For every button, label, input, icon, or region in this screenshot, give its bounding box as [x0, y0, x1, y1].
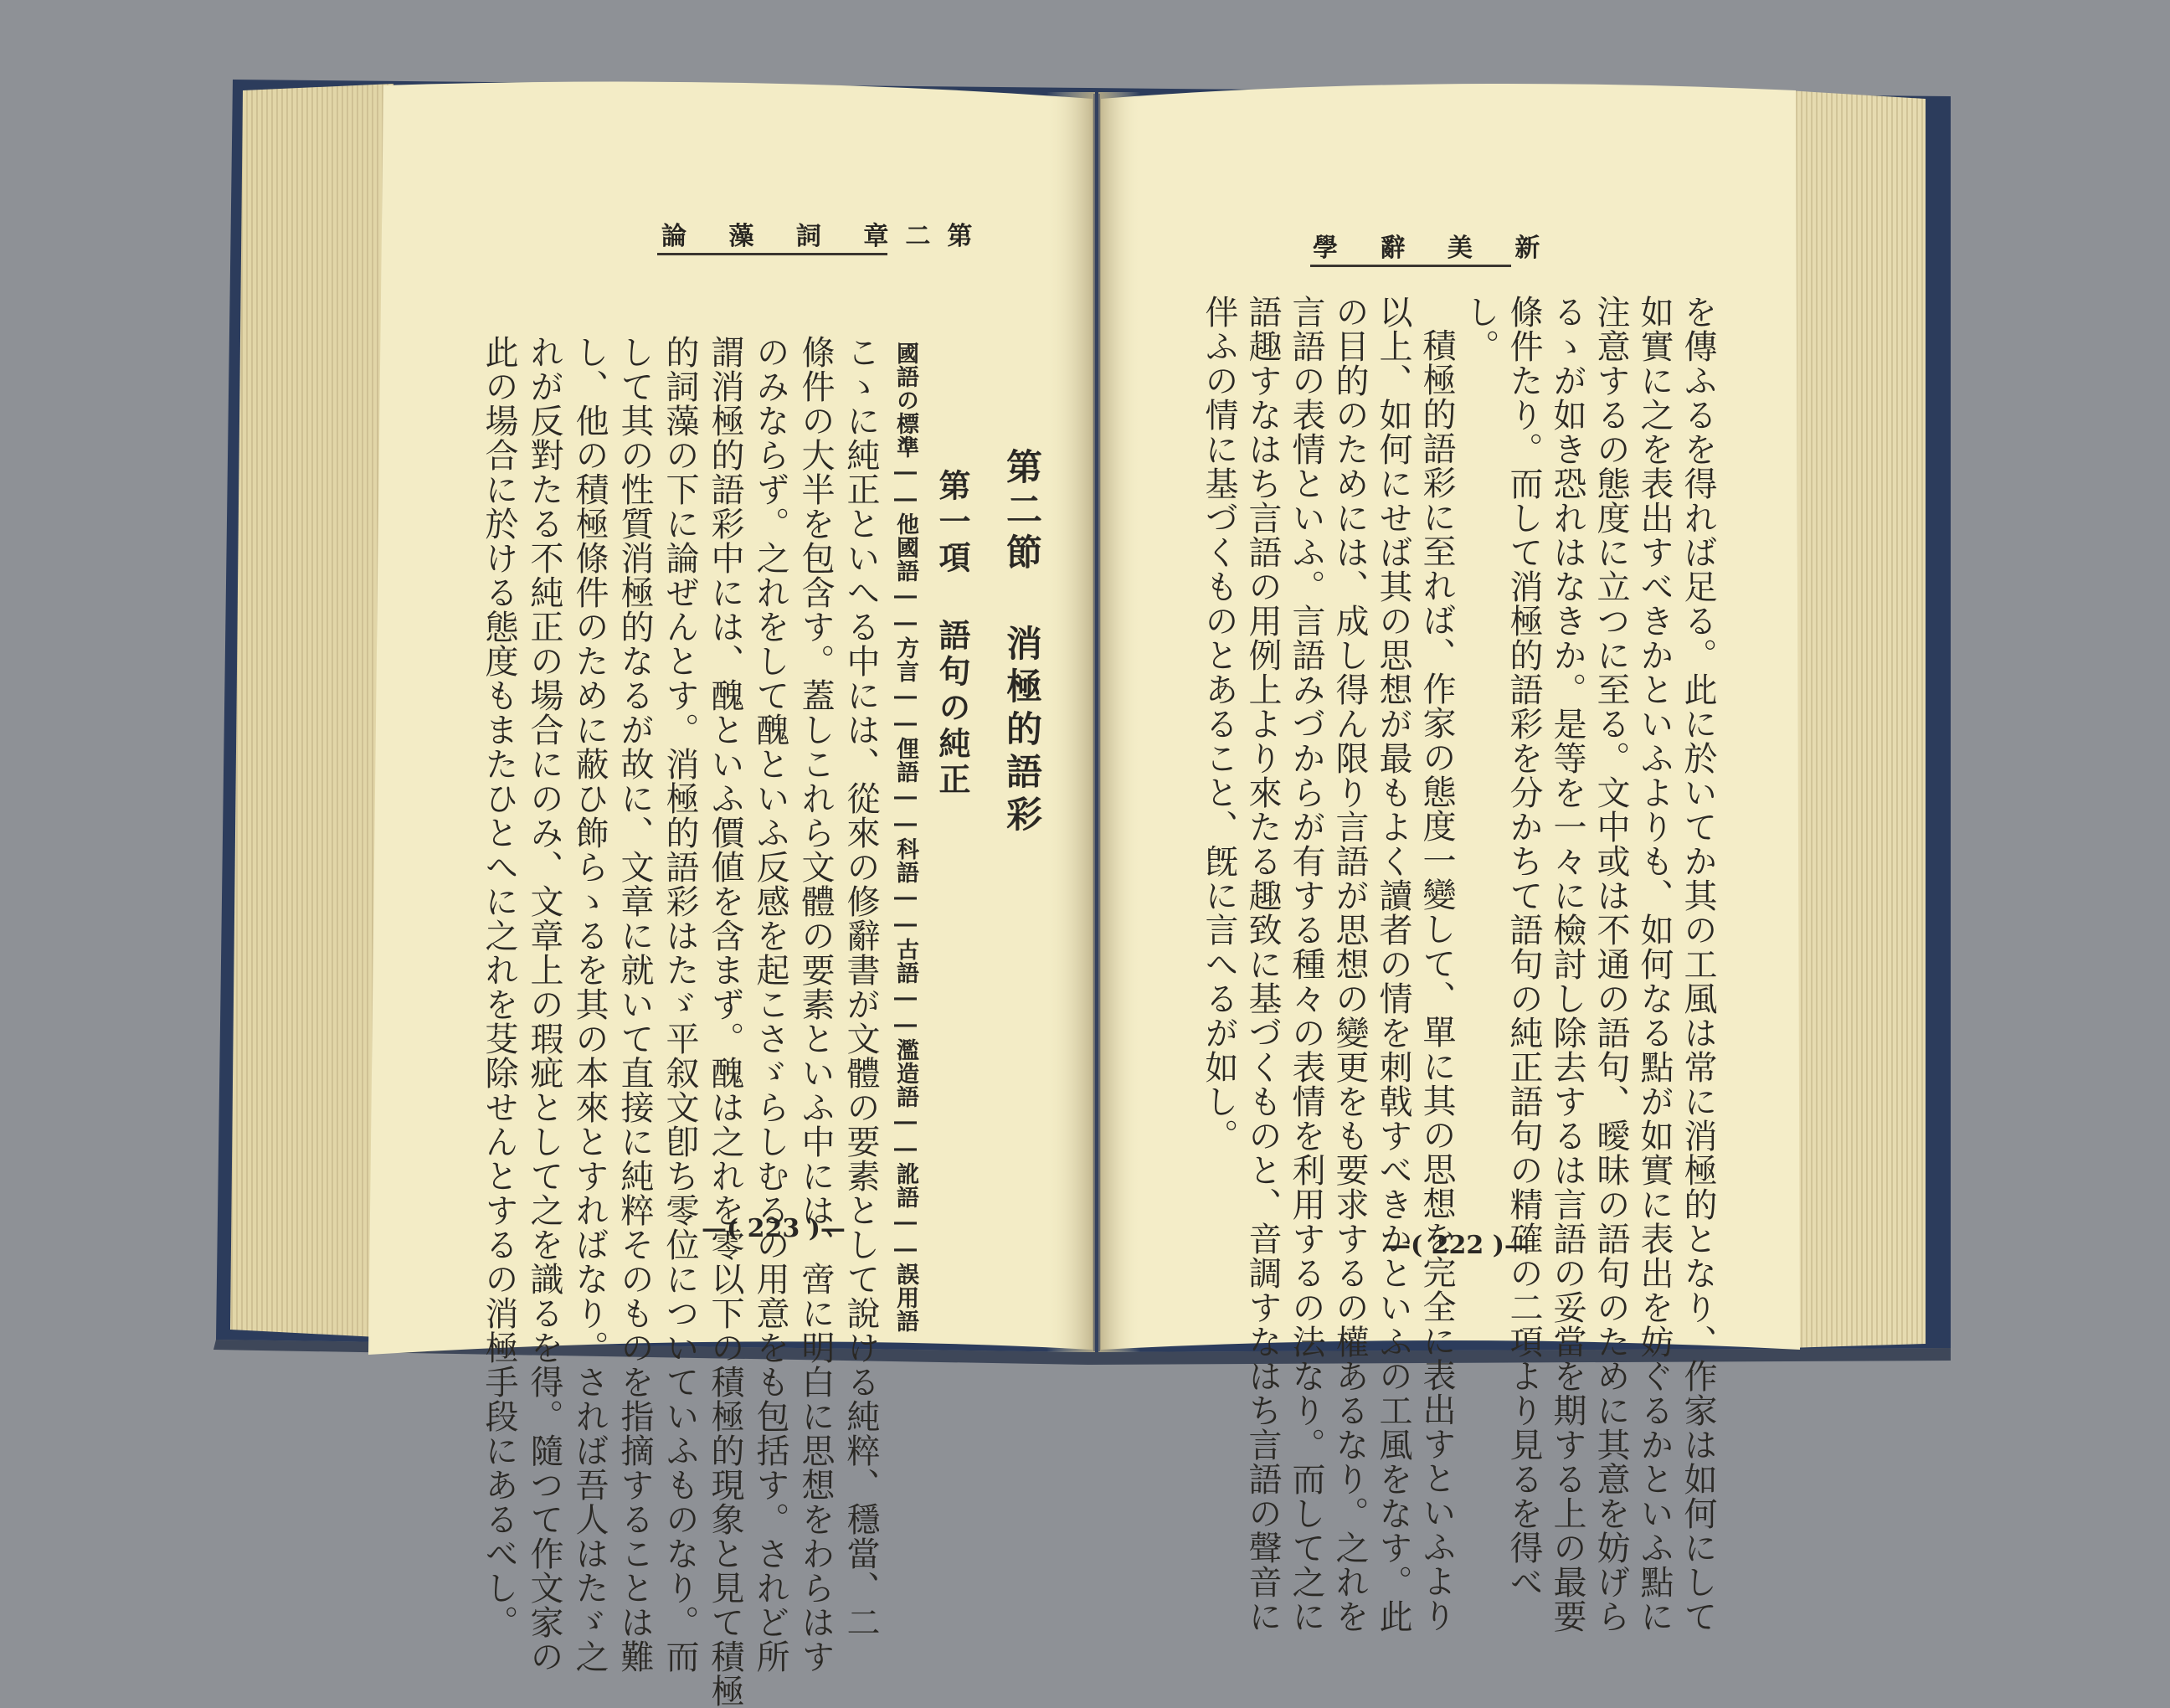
left-column: 此の場合に於ける態度もまたひとへに之れを芟除せんとするの消極手段にあるべし。	[480, 335, 518, 1639]
gutter-line	[1093, 94, 1100, 1351]
left-column: のみならず。之れをして醜といふ反感を起こさゞらしむるの用意をも包括す。されど所	[751, 335, 789, 1674]
right-head-rule	[1310, 265, 1511, 267]
right-column: の目的のためには、成し得ん限り言語が思想の變更をも要求するの權あるなり。之れを	[1330, 295, 1369, 1633]
left-item-title: 第一項 語句の純正	[933, 469, 971, 799]
right-page-edges	[1787, 90, 1926, 1348]
right-column: し。	[1461, 295, 1499, 363]
right-column: 注意するの態度に立つに至る。文中或は不通の語句、曖昧の語句のために其意を妨げら	[1592, 295, 1630, 1633]
left-running-head: 論 藻 詞 章二第	[661, 222, 990, 251]
left-section-title: 第二節 消極的語彩	[1000, 448, 1042, 838]
left-head-rule	[657, 253, 887, 255]
left-page-edges	[230, 84, 393, 1338]
left-column: し、他の積極條件のために蔽ひ飾らゝるを其の本來とすればなり。されば吾人はたゞ之	[570, 335, 609, 1674]
right-column: 伴ふの情に基づくものとあること、旣に言へるが如し。	[1200, 295, 1238, 1153]
right-column: 以上、如何にせば其の思想が最もよく讀者の情を刺戟すべきかといふの工風をなす。此	[1374, 295, 1412, 1633]
left-column: れが反對たる不純正の場合にのみ、文章上の瑕疵として之を識るを得。隨つて作文家の	[525, 335, 563, 1674]
left-term-list: 國語の標準――他國語――方言――俚語――科語――古語――濫造語――訛語――誤用語	[892, 342, 918, 1333]
left-column: して其の性質消極的なるが故に、文章に就いて直接に純粹そのものを指摘することは難	[615, 335, 654, 1674]
right-gutter-shade	[1098, 92, 1140, 1352]
left-column: 謂消極的語彩中には、醜といふ價値を含まず。醜は之れを零以下の積極的現象と見て積極	[706, 335, 744, 1708]
left-column: こゝに純正といへる中には、從來の修辭書が文體の要素として說ける純粹、穩當、二	[841, 335, 880, 1639]
right-column: 如實に之を表出すべきかといふよりも、如何なる點が如實に表出を妨ぐるかといふ點に	[1635, 295, 1674, 1633]
right-column: 積極的語彩に至れば、作家の態度一變して、單に其の思想を完全に表出すといふより	[1417, 328, 1456, 1633]
left-page-number: —( 223 )—	[702, 1214, 846, 1243]
right-column: 條件たり。而して消極的語彩を分かちて語句の純正語句の精確の二項より見るを得べ	[1504, 295, 1543, 1599]
right-column: 語趣すなはち言語の用例上より來たる趣致に基づくものと、音調すなはち言語の聲音に	[1243, 295, 1282, 1633]
right-column: を傳ふるを得れば足る。此に於いてか其の工風は常に消極的となり、作家は如何にして	[1679, 295, 1717, 1633]
right-page-number: —( 222 )—	[1386, 1231, 1530, 1260]
right-running-head: 學 辭 美 新	[1313, 234, 1557, 263]
right-column: るゝが如き恐れはなきか。是等を一々に檢討し除去するは言語の妥當を期する上の最要	[1548, 295, 1586, 1633]
right-column: 言語の表情といふ。言語みづからが有する種々の表情を利用するの法なり。而して之に	[1287, 295, 1325, 1633]
left-column: 條件の大半を包含す。蓋しこれら文體の要素といふ中には、啻に明白に思想をわらはす	[796, 335, 835, 1674]
left-gutter-shade	[1046, 92, 1095, 1352]
left-column: 的詞藻の下に論ぜんとす。消極的語彩はたゞ平叙文卽ち零位についていふものなり。而	[661, 335, 699, 1674]
